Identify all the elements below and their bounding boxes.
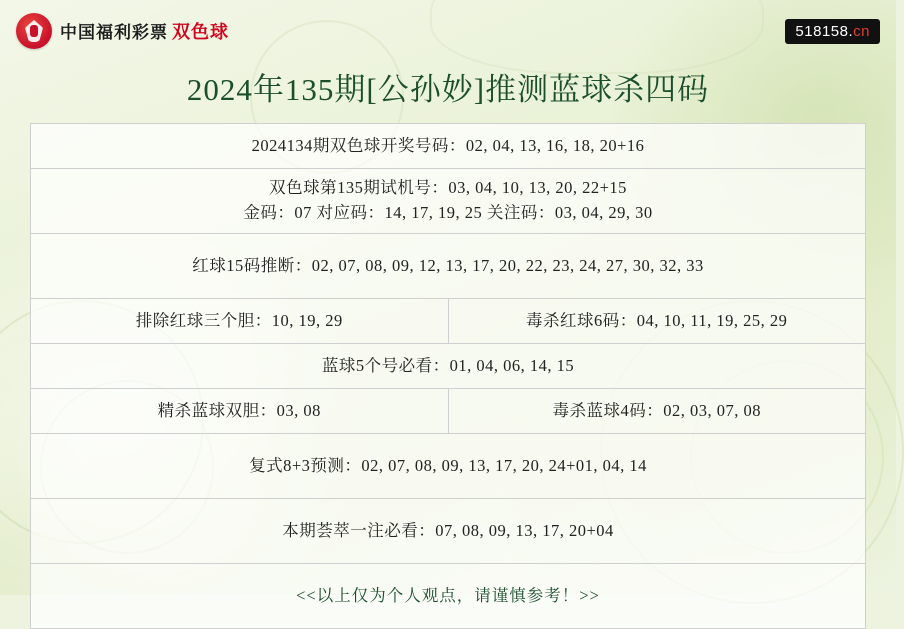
compound-forecast-value: 02, 07, 08, 09, 13, 17, 20, 24+01, 04, 14 [361,455,647,475]
table-row [31,434,866,499]
red-15-cell [31,234,866,299]
table-row [31,499,866,564]
prediction-table [30,123,866,629]
disclaimer-text: <<以上仅为个人观点，请谨慎参考！>> [296,585,600,605]
table-row [31,124,866,169]
kill-blue-cell [448,389,866,434]
red-15-label: 红球15码推断： [192,255,312,275]
draw-number-value: 02, 04, 13, 16, 18, 20+16 [465,135,645,155]
prediction-table-wrapper [30,123,866,629]
exclude-red-label: 排除红球三个胆： [135,310,272,330]
compound-forecast-cell [31,434,866,499]
blue-5-cell [31,344,866,389]
single-pick-value: 07, 08, 09, 13, 17, 20+04 [435,520,614,540]
site-tag-domain: cn [853,22,870,40]
gold-code-value: 14, 17, 19, 25 关注码：03, 04, 29, 30 [384,203,653,222]
exclude-red-value: 10, 19, 29 [271,310,343,330]
page-title: 2024年135期[公孙妙]推测蓝球杀四码 [186,72,710,107]
compound-forecast-label: 复式8+3预测： [249,455,362,475]
single-pick-cell [31,499,866,564]
table-row [31,564,866,629]
test-number-cell [31,169,866,234]
kill-red-cell [448,299,866,344]
table-row [31,389,866,434]
brand-name-product: 双色球 [172,22,229,42]
table-row [31,299,866,344]
welfare-lottery-logo-icon [16,13,52,49]
page-header [0,0,896,62]
kill-red-label: 毒杀红球6码： [526,310,637,330]
blue-5-value: 01, 04, 06, 14, 15 [449,355,575,375]
site-tag [785,19,880,44]
brand-block [16,13,229,49]
red-15-value: 02, 07, 08, 09, 12, 13, 17, 20, 22, 23, 24, 27, 30, 32, 33 [311,255,704,275]
exclude-red-cell [31,299,449,344]
draw-number-cell [31,124,866,169]
test-number-value: 03, 04, 10, 13, 20, 22+15 [448,178,627,198]
kill-blue-value: 02, 03, 07, 08 [663,400,761,420]
precise-kill-blue-value: 03, 08 [276,400,321,420]
gold-code-line [37,201,859,226]
single-pick-label: 本期荟萃一注必看： [282,520,436,540]
table-row [31,234,866,299]
kill-blue-label: 毒杀蓝球4码： [552,400,664,420]
table-row [31,169,866,234]
test-number-line [37,176,859,201]
test-number-label: 双色球第135期试机号： [269,178,449,198]
kill-red-value: 04, 10, 11, 19, 25, 29 [636,310,788,330]
precise-kill-blue-cell [31,389,449,434]
precise-kill-blue-label: 精杀蓝球双胆： [157,400,277,420]
gold-code-label: 金码：07 对应码： [243,203,385,222]
disclaimer-cell [31,564,866,629]
draw-number-label: 2024134期双色球开奖号码： [251,135,466,155]
blue-5-label: 蓝球5个号必看： [321,355,450,375]
table-row [31,344,866,389]
brand-name-cn: 中国福利彩票 [60,23,168,42]
site-tag-name: 518158. [795,22,854,40]
